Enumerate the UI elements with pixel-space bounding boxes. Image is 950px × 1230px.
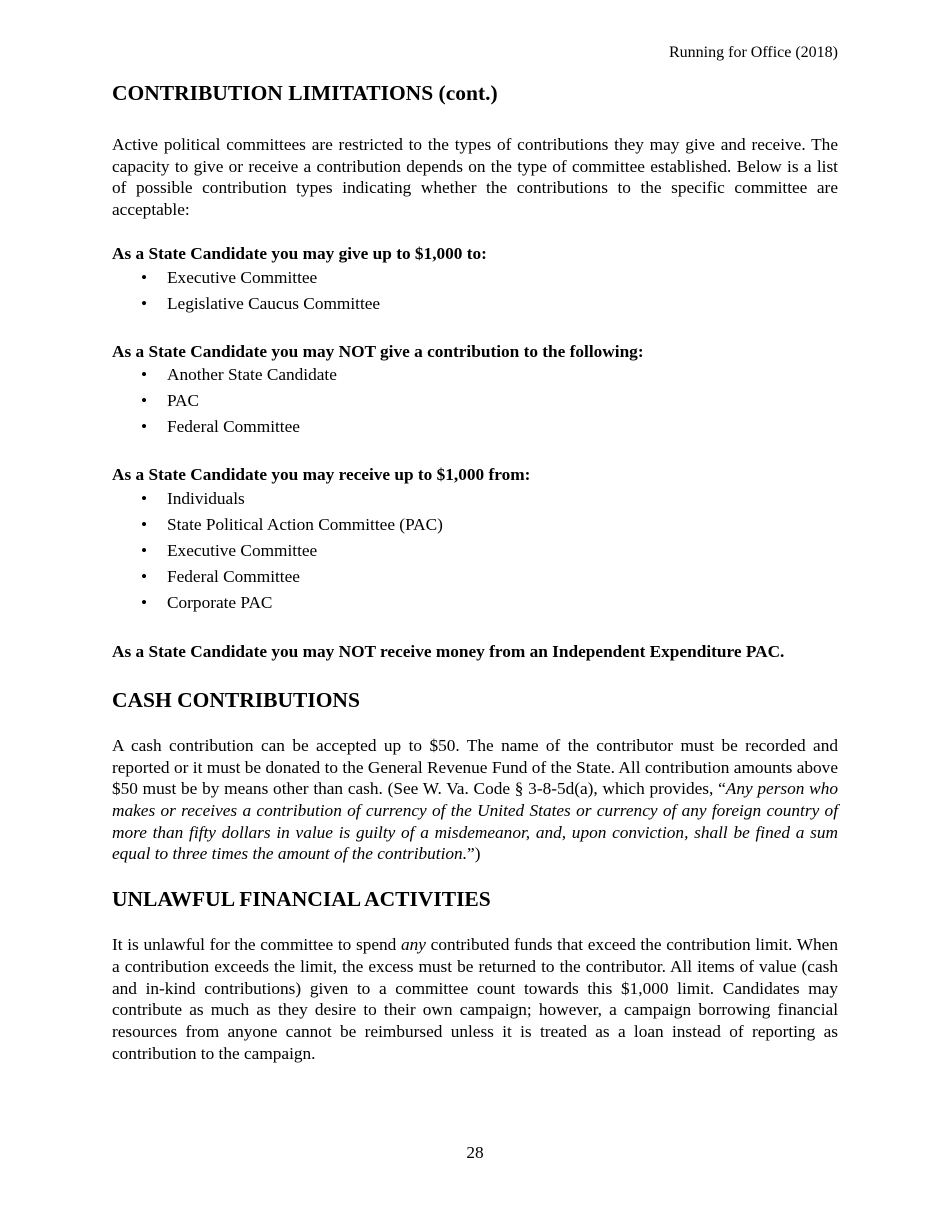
section-title-unlawful-financial-activities: UNLAWFUL FINANCIAL ACTIVITIES [112,887,491,912]
page-content [112,78,838,1064]
receive-list [112,486,838,616]
unlawful-text-start: It is unlawful for the committee to spend [112,935,402,955]
cash-text-main: A cash contribution can be accepted up to $50. The name of the contributor must be recorded and reported or it must be donated to the General Revenue Fund of the State. All contribution amounts above $50 must be by means other than cash. (See W. Va. Code § 3-8-5d(a), which provides, “ [112,735,838,799]
list-item: • Federal Committee [112,564,838,590]
give-label: As a State Candidate you may give up to $1,000 to: [112,243,487,263]
unlawful-paragraph [112,934,838,1064]
list-item: • Executive Committee [112,265,838,291]
cash-contributions-paragraph [112,735,838,865]
not-give-list [112,362,838,440]
receive-label: As a State Candidate you may receive up to $1,000 from: [112,465,531,485]
list-item: • Federal Committee [112,414,838,440]
list-item: • State Political Action Committee (PAC) [112,512,838,538]
list-item: • Individuals [112,486,838,512]
page-number: 28 [466,1143,484,1162]
section-title-cash-contributions: CASH CONTRIBUTIONS [112,687,360,712]
list-item: • Legislative Caucus Committee [112,291,838,317]
running-header: Running for Office (2018) [669,44,838,61]
cash-text-end: ”) [467,844,481,864]
not-receive-label: As a State Candidate you may NOT receive money from an Independent Expenditure PAC. [112,641,785,661]
not-give-label: As a State Candidate you may NOT give a contribution to the following: [112,341,644,361]
list-item: • PAC [112,388,838,414]
give-list [112,265,838,317]
cash-text-quote: Any person who makes or receives a contribution of currency of the United States or currency of any foreign country of more than fifty dollars in value is guilty of a misdemeanor, and, upon conviction, shall be fined a sum equal to three times the amount of the contribution. [112,779,838,864]
list-item: • Corporate PAC [112,590,838,616]
section-title-contribution-limitations: CONTRIBUTION LIMITATIONS (cont.) [112,81,498,105]
contribution-intro-paragraph: Active political committees are restricted to the types of contributions they may give and receive. The capacity to give or receive a contribution depends on the type of committee established. Below is a list of possible contribution types indicating whether the contributions to the specific committee are acceptable: [112,135,838,220]
unlawful-text-emphasis: any [401,935,426,955]
list-item: • Executive Committee [112,538,838,564]
unlawful-text-rest: contributed funds that exceed the contribution limit. When a contribution exceeds the limit, the excess must be returned to the contributor. All items of value (cash and in-kind contributions) given to a committee count towards this $1,000 limit. Candidates may contribute as much as they desire to their own campaign; however, a campaign borrowing financial resources from anyone cannot be reimbursed unless it is treated as a loan instead of reporting as contribution to the campaign. [112,935,838,1063]
list-item: • Another State Candidate [112,362,838,388]
